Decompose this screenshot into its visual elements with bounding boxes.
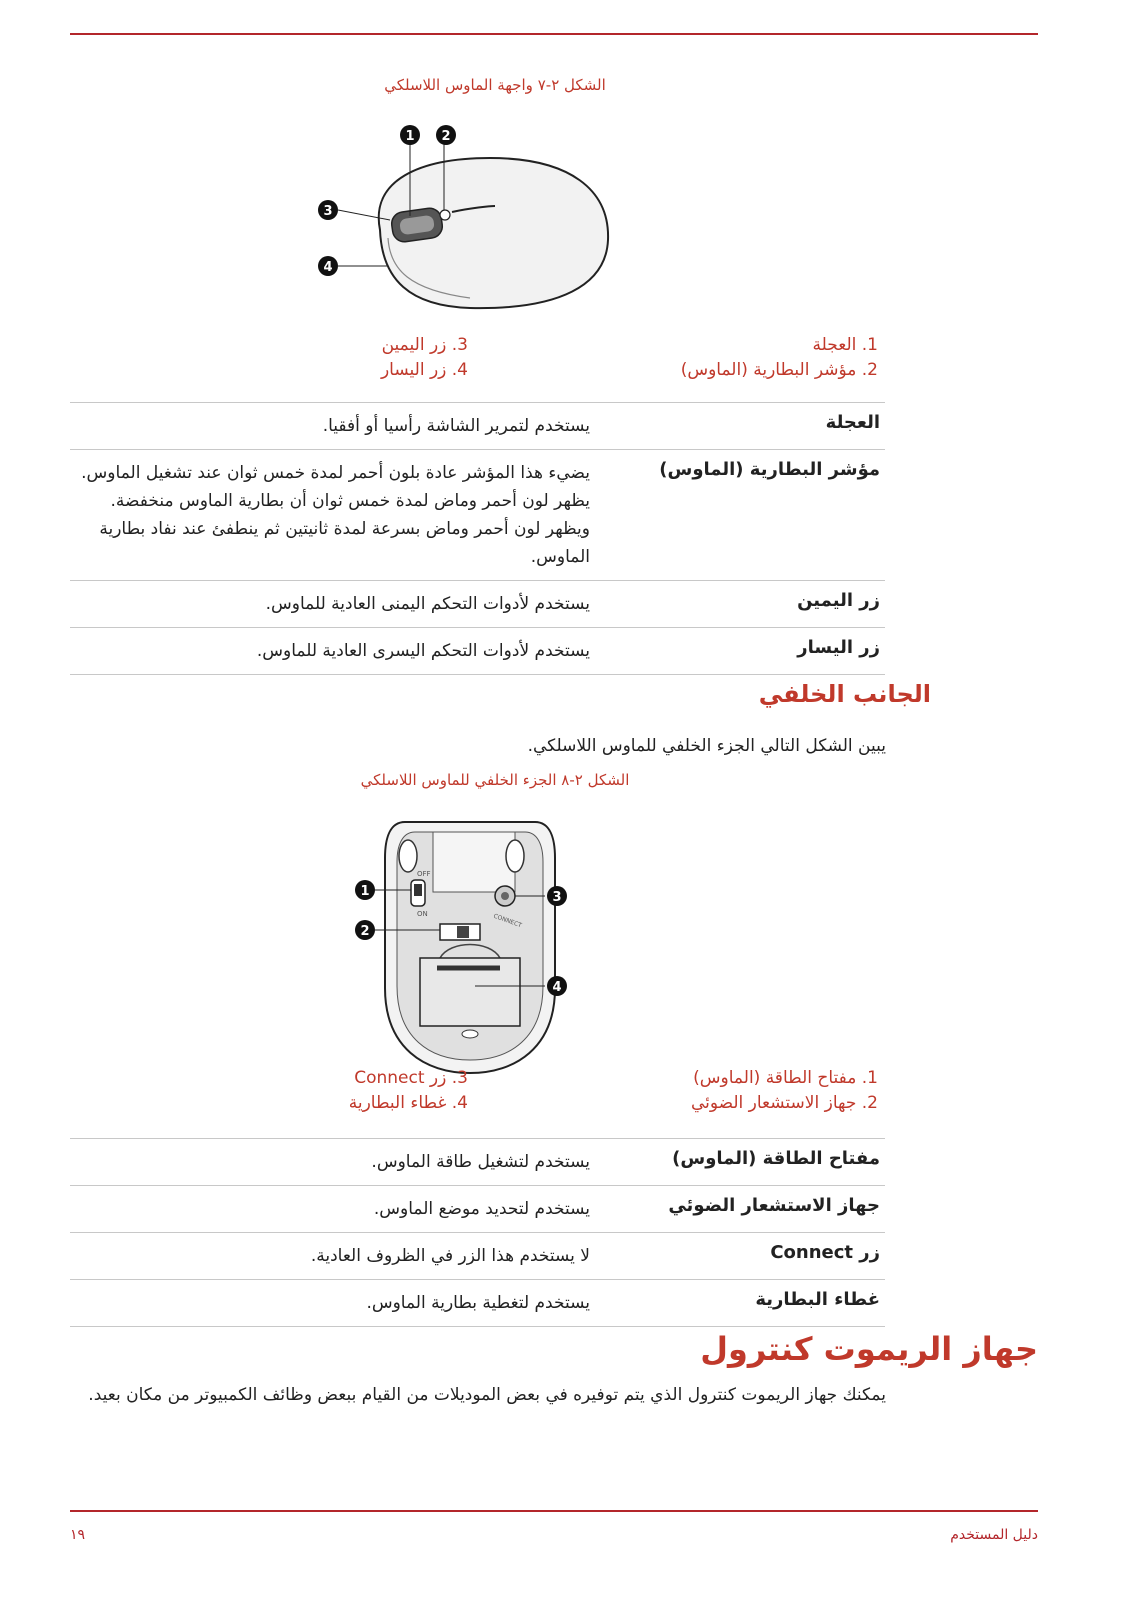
callout-2 [355,920,375,940]
definition-cell: يضيء هذا المؤشر عادة بلون أحمر لمدة خمس ثوان عند تشغيل الماوس. يظهر لون أحمر وماض لمدة خمس ثوان أن بطارية الماوس منخفضة. ويظهر لون أحمر وماض بسرعة لمدة ثانيتين ثم ينطفئ عند نفاد بطارية الماوس. [81,463,590,567]
bottom-rule [70,1510,1038,1512]
table-row [70,1280,885,1327]
svg-text:OFF: OFF [417,870,431,878]
definition-cell: يستخدم لتمرير الشاشة رأسيا أو أفقيا. [322,416,590,436]
callout-1 [355,880,375,900]
callout-4 [547,976,567,996]
svg-text:2: 2 [441,129,451,144]
svg-text:1: 1 [405,129,415,144]
table-row [70,581,885,628]
svg-text:3: 3 [552,890,562,905]
term-cell: زر اليسار [797,637,880,658]
term-cell: جهاز الاستشعار الضوئي [668,1195,880,1216]
footer-title: دليل المستخدم [950,1527,1038,1543]
definition-cell: لا يستخدم هذا الزر في الظروف العادية. [310,1246,590,1266]
callout-3 [547,886,567,906]
callout-1 [400,125,420,145]
svg-text:4: 4 [552,980,562,995]
callout-2 [436,125,456,145]
legend-item: 4. زر اليسار [380,360,468,380]
figure-caption: الشكل ٢-٧ واجهة الماوس اللاسلكي [384,76,606,94]
legend-item: 2. جهاز الاستشعار الضوئي [690,1093,878,1113]
table-row [70,1233,885,1280]
svg-text:ON: ON [417,910,428,918]
mouse-top-illustration [310,120,630,320]
svg-text:1: 1 [360,884,370,899]
svg-text:3: 3 [323,204,333,219]
term-cell: مؤشر البطارية (الماوس) [659,459,880,480]
table-row [70,450,885,581]
definition-cell: يستخدم لتغطية بطارية الماوس. [366,1293,590,1313]
table-row [70,403,885,450]
callout-3 [318,200,338,220]
table-row [70,1186,885,1233]
definition-cell: يستخدم لتشغيل طاقة الماوس. [371,1152,590,1172]
definition-cell: يستخدم لأدوات التحكم اليمنى العادية للماوس. [265,594,590,614]
callout-4 [318,256,338,276]
term-cell: غطاء البطارية [755,1289,880,1310]
mouse-bottom-illustration [345,818,585,1083]
table-row [70,1139,885,1186]
term-cell: زر Connect [770,1242,880,1263]
legend-item: 1. العجلة [812,335,878,355]
section-heading-back: الجانب الخلفي [758,680,931,708]
legend-item: 1. مفتاح الطاقة (الماوس) [693,1068,878,1088]
legend-item: 3. زر اليمين [381,335,468,355]
term-cell: العجلة [825,412,880,433]
term-cell: مفتاح الطاقة (الماوس) [672,1148,880,1169]
legend-item: 3. زر Connect [354,1068,468,1088]
legend-item: 2. مؤشر البطارية (الماوس) [680,360,878,380]
section-intro: يمكنك جهاز الريموت كنترول الذي يتم توفيره في بعض الموديلات من القيام ببعض وظائف الكمبيوتر من مكان بعيد. [88,1385,886,1405]
section-heading-remote: جهاز الريموت كنترول [700,1330,1038,1368]
svg-text:4: 4 [323,260,333,275]
term-cell: زر اليمين [797,590,880,611]
page-number: ١٩ [70,1527,86,1543]
legend-item: 4. غطاء البطارية [348,1093,468,1113]
svg-text:2: 2 [360,924,370,939]
top-rule [70,33,1038,35]
definition-table-top [70,402,885,675]
definition-cell: يستخدم لأدوات التحكم اليسرى العادية للماوس. [256,641,590,661]
definition-cell: يستخدم لتحديد موضع الماوس. [373,1199,590,1219]
table-row [70,628,885,675]
figure-caption: الشكل ٢-٨ الجزء الخلفي للماوس اللاسلكي [360,771,630,789]
section-intro: يبين الشكل التالي الجزء الخلفي للماوس اللاسلكي. [527,736,886,756]
svg-text:CONNECT: CONNECT [492,912,523,930]
definition-table-bottom [70,1138,885,1327]
